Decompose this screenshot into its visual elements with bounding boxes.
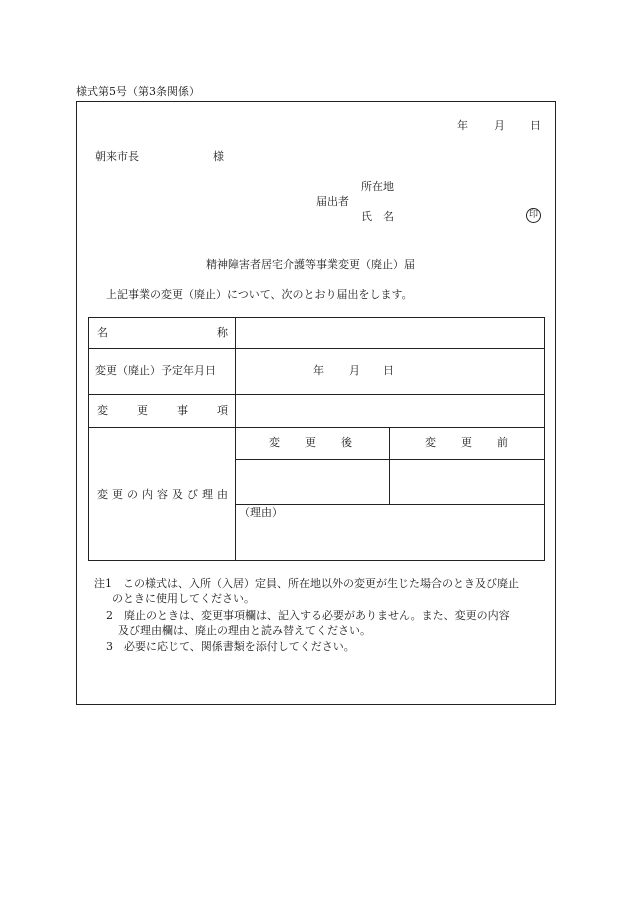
- label-char: 内: [142, 488, 153, 501]
- label-char: 更: [137, 404, 148, 417]
- column-divider: [235, 318, 236, 560]
- label-char: 名: [97, 326, 108, 339]
- name-value-field[interactable]: [237, 320, 542, 346]
- scheduled-date-label: 変更（廃止）予定年月日: [95, 364, 216, 377]
- addressee-honorific: 様: [213, 150, 224, 163]
- reason-label: （理由）: [239, 506, 283, 519]
- reason-field[interactable]: [237, 506, 542, 558]
- filer-label: 届出者: [316, 195, 349, 208]
- change-item-label: [97, 404, 228, 418]
- note-1-line-2: のときに使用してください。: [112, 592, 255, 605]
- seal-mark: 印: [526, 208, 541, 223]
- label-char: 更: [305, 436, 316, 449]
- label-char: び: [187, 488, 198, 501]
- label-char: 後: [341, 436, 352, 449]
- label-char: 更: [112, 488, 123, 501]
- change-table: [88, 317, 545, 561]
- label-char: 由: [217, 488, 228, 501]
- scheduled-year-unit: 年: [313, 364, 324, 377]
- date-day-label: 日: [530, 119, 541, 132]
- name-row-label: [97, 326, 228, 340]
- scheduled-date-field[interactable]: [237, 350, 542, 392]
- row-divider: [235, 504, 544, 505]
- label-char: 更: [461, 436, 472, 449]
- label-char: 変: [269, 436, 280, 449]
- label-char: 理: [202, 488, 213, 501]
- date-month-label: 月: [494, 119, 505, 132]
- note-2-line-2: 及び理由欄は、廃止の理由と読み替えてください。: [118, 624, 371, 637]
- label-char: 前: [497, 436, 508, 449]
- row-divider: [89, 394, 544, 395]
- change-details-label: [97, 488, 228, 502]
- column-divider: [389, 427, 390, 504]
- note-3: 3 必要に応じて、関係書類を添付してください。: [106, 640, 355, 653]
- scheduled-month-unit: 月: [349, 364, 360, 377]
- after-change-header: [269, 436, 352, 450]
- note-2-line-1: 2 廃止のときは、変更事項欄は、記入する必要がありません。また、変更の内容: [106, 609, 510, 622]
- label-char: 称: [217, 326, 228, 339]
- intro-text: 上記事業の変更（廃止）について、次のとおり届出をします。: [106, 288, 413, 301]
- scheduled-day-unit: 日: [383, 364, 394, 377]
- label-char: 変: [97, 488, 108, 501]
- note-1-line-1: 注1 この様式は、入所（入居）定員、所在地以外の変更が生じた場合のとき及び廃止: [94, 577, 519, 590]
- label-char: の: [127, 488, 138, 501]
- after-change-field[interactable]: [237, 461, 388, 503]
- label-char: 変: [425, 436, 436, 449]
- label-char: 変: [97, 404, 108, 417]
- label-char: 容: [157, 488, 168, 501]
- before-change-header: [425, 436, 508, 450]
- before-change-field[interactable]: [391, 461, 542, 503]
- date-year-label: 年: [457, 119, 468, 132]
- address-label: 所在地: [361, 180, 394, 193]
- row-divider: [89, 348, 544, 349]
- name-label: 氏 名: [361, 210, 394, 223]
- document-title: 精神障害者居宅介護等事業変更（廃止）届: [206, 258, 415, 271]
- label-char: 事: [177, 404, 188, 417]
- change-item-field[interactable]: [237, 396, 542, 426]
- form-number-label: 様式第5号（第3条関係）: [76, 85, 200, 98]
- label-char: 項: [217, 404, 228, 417]
- addressee-name: 朝来市長: [95, 150, 139, 163]
- label-char: 及: [172, 488, 183, 501]
- row-divider: [89, 427, 544, 428]
